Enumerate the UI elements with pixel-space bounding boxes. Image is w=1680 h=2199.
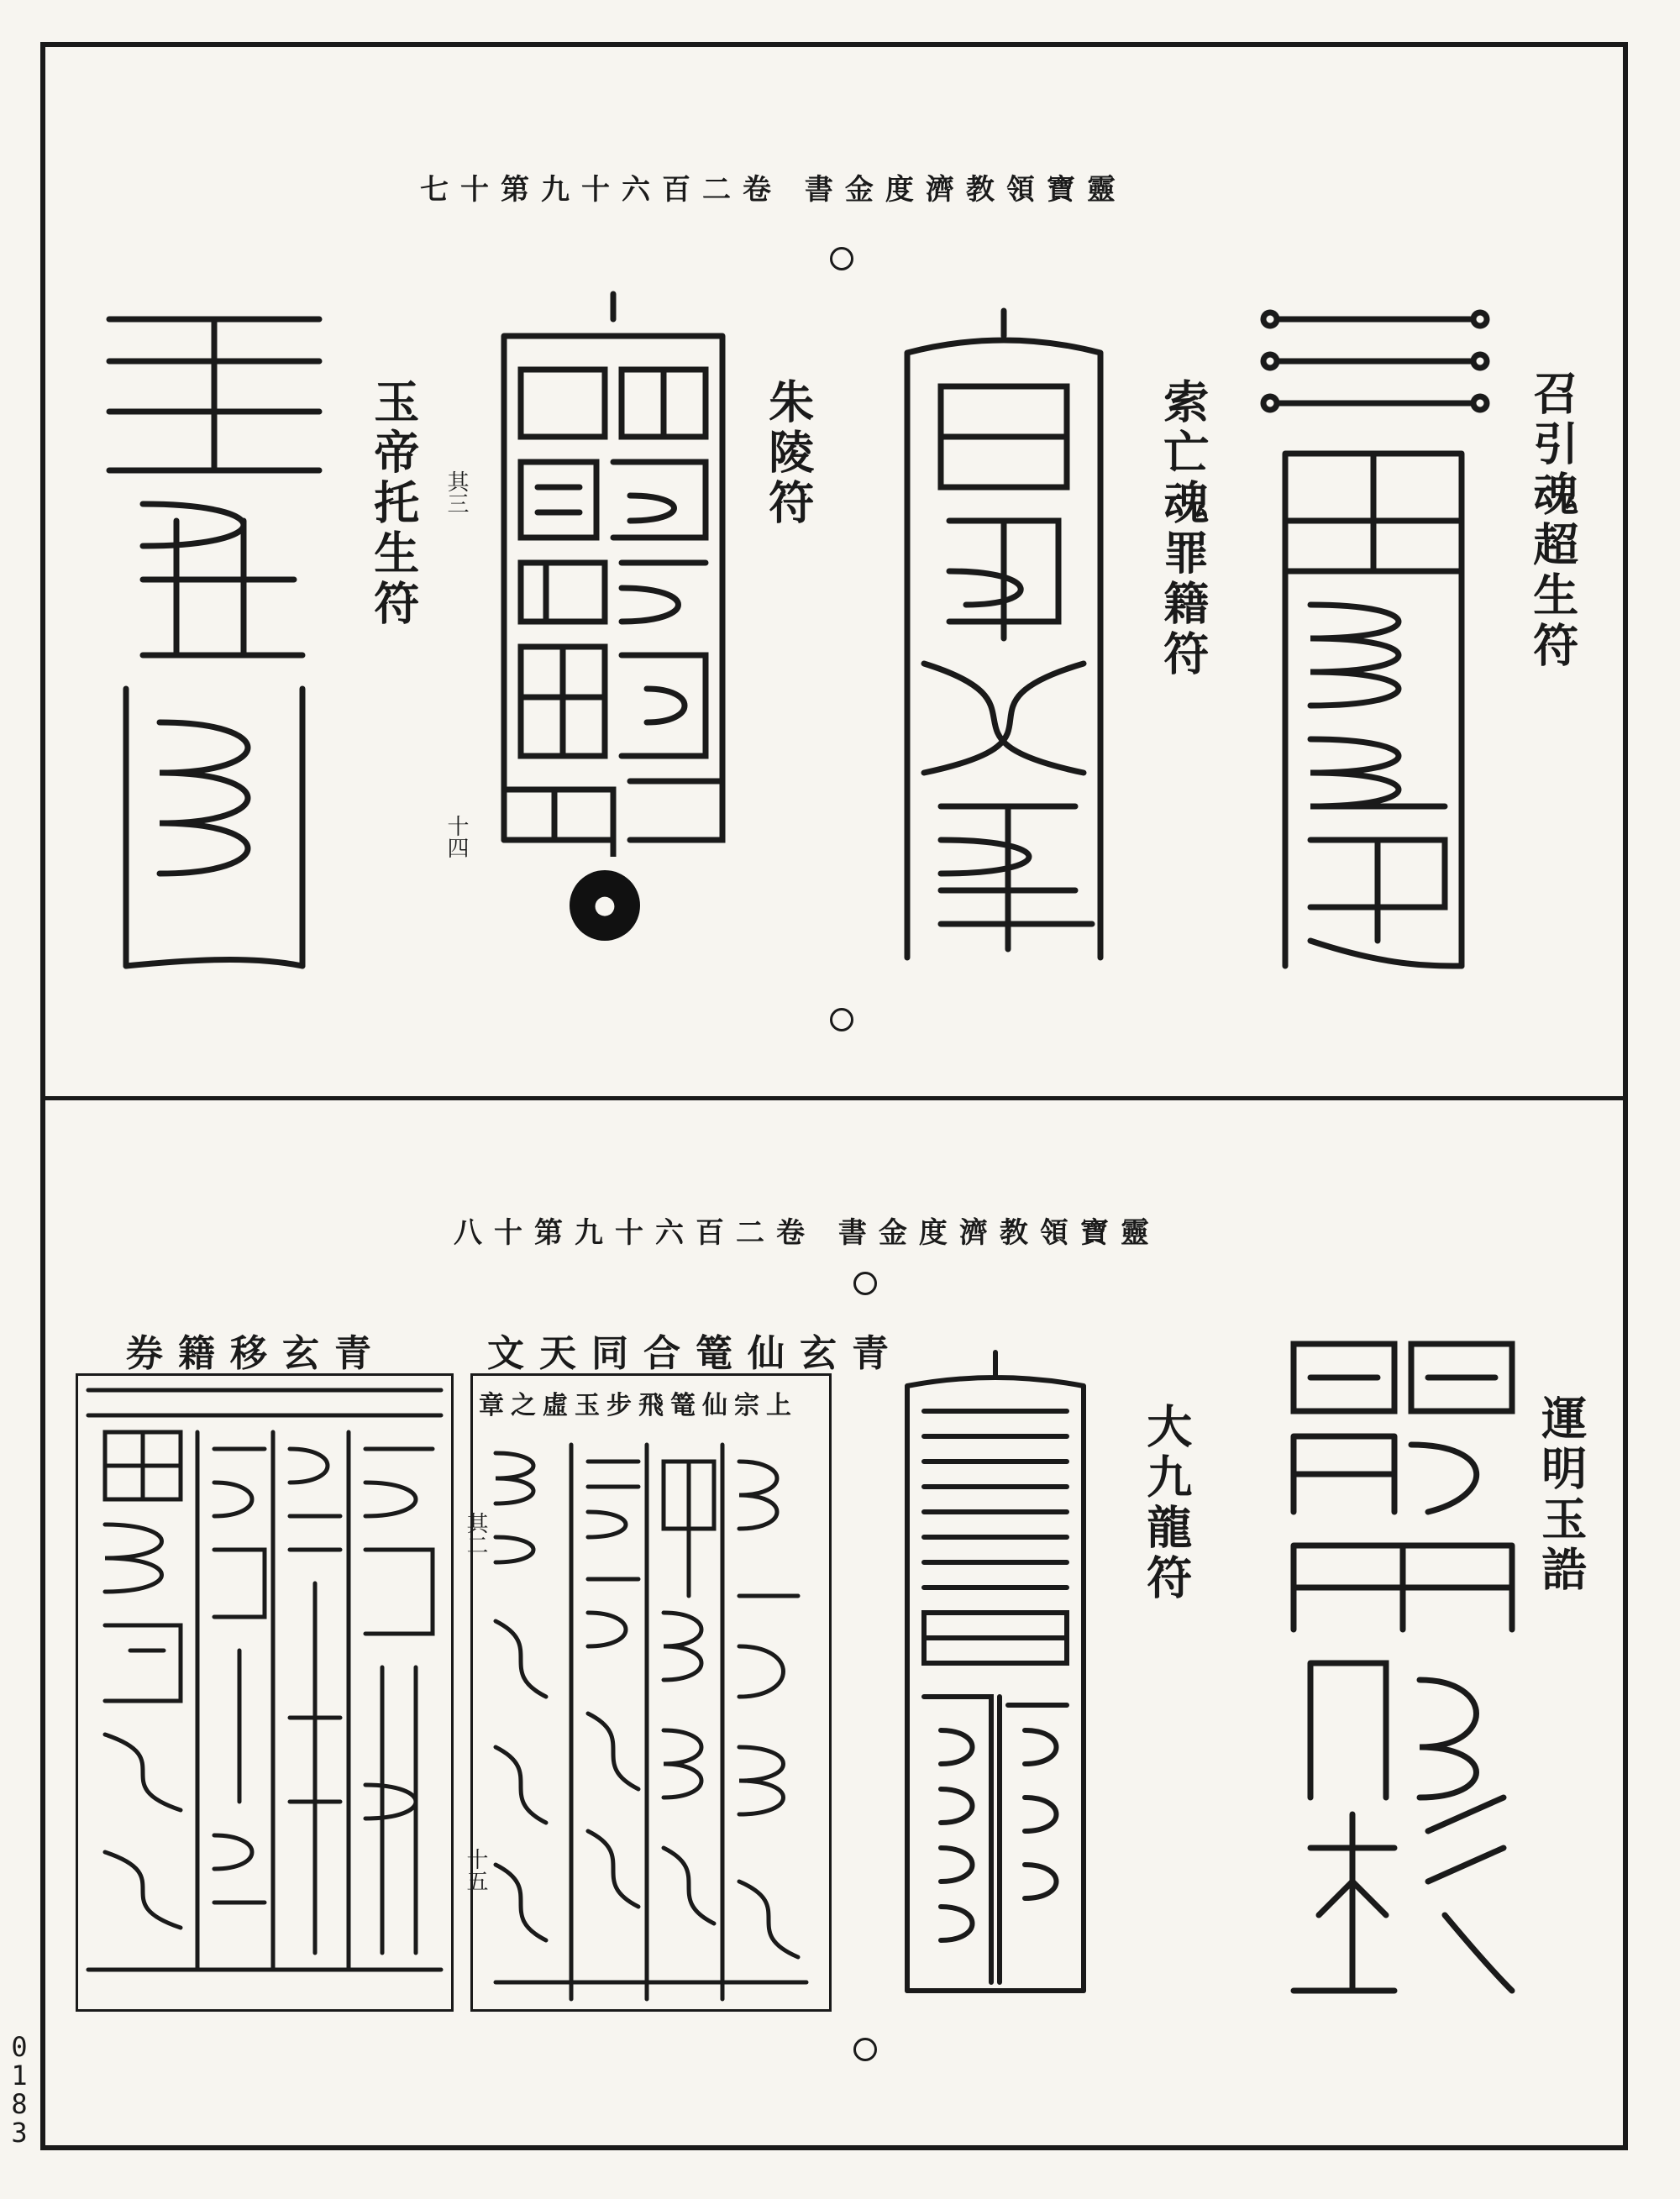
center-block-subtitle: 上宗仙篭飛步玉虛之章 [479,1391,798,1420]
label-yu-di: 玉帝托生符 [366,378,421,630]
top-header: 靈寶領教濟度金書 卷二百六十九第十七 [420,173,1127,207]
bottom-header: 靈寶領教濟度金書 卷二百六十九第十八 [454,1216,1161,1250]
center-block-title: 青玄仙篭合同天文 [487,1332,904,1375]
page-number: 0183 [11,2031,28,2149]
mark-qi-san: 其三 [444,470,469,514]
center-block-script [479,1428,823,2007]
binding-hole-bottom-2 [853,2038,877,2061]
talisman-yu-di [92,302,336,974]
talisman-suo-wang [890,302,1117,966]
label-suo-wang-hun: 索亡魂罪籍符 [1156,378,1210,680]
binding-hole-bottom-1 [853,1272,877,1295]
left-block-script [80,1382,449,2003]
seal-stamp: ● [570,870,640,941]
talisman-yun-ming [1277,1327,1529,1999]
binding-hole-top-1 [830,247,853,270]
talisman-zhu-ling [487,286,739,857]
mark-qi-er: 其二 [463,1512,488,1556]
talisman-zhao-yin [1260,302,1495,974]
label-yun-ming: 運明玉誥 [1534,1394,1588,1596]
mark-shi-wu: 十五 [463,1848,488,1892]
label-da-jiu-long: 大九龍符 [1139,1403,1194,1604]
talisman-da-jiu-long [890,1344,1100,1999]
panel-divider [45,1096,1623,1100]
mark-shi-si: 十四 [444,815,469,858]
left-block-title: 青玄移籍券 [126,1332,386,1375]
binding-hole-top-2 [830,1008,853,1031]
label-zhu-ling: 朱陵符 [761,378,816,529]
label-zhao-yin-hun: 召引魂超生符 [1525,370,1580,672]
